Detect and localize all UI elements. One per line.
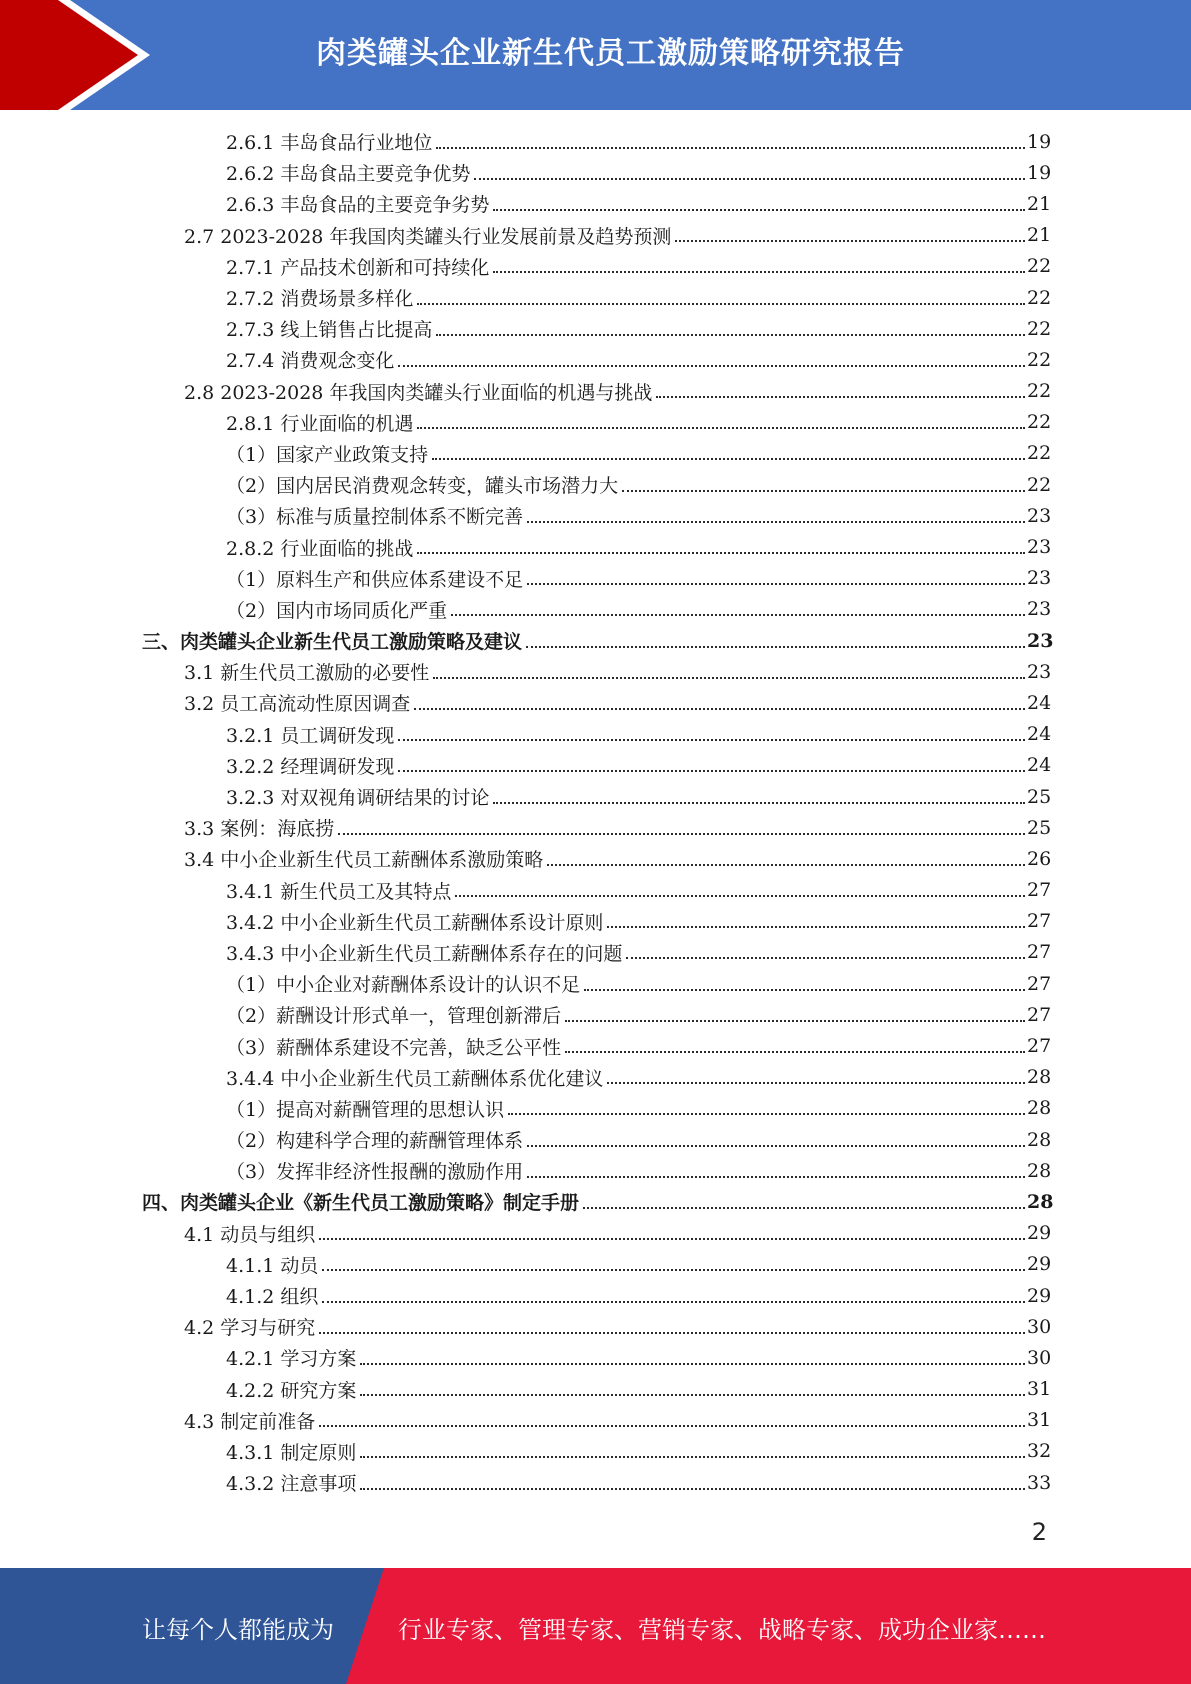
toc-dot-leader — [508, 1113, 1025, 1115]
toc-entry-title: 4.3 制定前准备 — [184, 1410, 316, 1433]
toc-dot-leader — [622, 490, 1025, 492]
toc-dot-leader — [656, 396, 1025, 398]
toc-entry[interactable] — [0, 1280, 1191, 1311]
toc-entry-page: 24 — [1027, 723, 1052, 746]
page-footer — [0, 1568, 1191, 1684]
toc-entry-page: 27 — [1027, 879, 1052, 902]
toc-entry-title: 4.2.1 学习方案 — [226, 1348, 357, 1371]
toc-entry-page: 23 — [1027, 598, 1052, 621]
toc-entry-title: 4.2 学习与研究 — [184, 1317, 316, 1340]
toc-dot-leader — [527, 521, 1025, 523]
toc-entry[interactable] — [0, 906, 1191, 937]
toc-entry-title: 4.2.2 研究方案 — [226, 1379, 357, 1402]
toc-entry-page: 27 — [1027, 1003, 1052, 1026]
toc-entry-page: 19 — [1027, 130, 1052, 153]
toc-entry-title: 3.2 员工高流动性原因调查 — [184, 693, 411, 716]
toc-entry-title: 2.7 2023-2028 年我国肉类罐头行业发展前景及趋势预测 — [184, 225, 672, 248]
toc-entry-title: 三、肉类罐头企业新生代员工激励策略及建议 — [142, 631, 523, 654]
toc-entry[interactable] — [0, 376, 1191, 407]
toc-entry-title: 3.2.1 员工调研发现 — [226, 724, 395, 747]
toc-entry-title: 2.6.3 丰岛食品的主要竞争劣势 — [226, 194, 490, 217]
toc-dot-leader — [675, 240, 1025, 242]
toc-entry-page: 21 — [1027, 192, 1052, 215]
toc-entry-page: 28 — [1027, 1066, 1052, 1089]
toc-entry-title: 2.7.3 线上销售占比提高 — [226, 319, 433, 342]
toc-entry-page: 28 — [1027, 1159, 1052, 1182]
toc-entry-page: 22 — [1027, 411, 1052, 434]
toc-entry-title: 2.8.1 行业面临的机遇 — [226, 412, 414, 435]
toc-entry-page: 29 — [1027, 1222, 1052, 1245]
toc-entry-title: （2）构建科学合理的薪酬管理体系 — [226, 1130, 524, 1153]
footer-roles: 行业专家、管理专家、营销专家、战略专家、成功企业家…… — [398, 1616, 1046, 1644]
toc-dot-leader — [583, 1207, 1025, 1209]
toc-entry[interactable] — [0, 1374, 1191, 1405]
toc-entry[interactable] — [0, 188, 1191, 219]
toc-entry[interactable] — [0, 750, 1191, 781]
toc-entry-title: （1）提高对薪酬管理的思想认识 — [226, 1098, 505, 1121]
toc-dot-leader — [607, 926, 1025, 928]
toc-dot-leader — [319, 1238, 1025, 1240]
toc-dot-leader — [432, 458, 1025, 460]
toc-entry-page: 23 — [1027, 567, 1052, 590]
toc-dot-leader — [451, 614, 1025, 616]
toc-entry[interactable] — [0, 843, 1191, 874]
toc-entry[interactable] — [0, 1030, 1191, 1061]
toc-entry-title: 3.3 案例：海底捞 — [184, 818, 335, 841]
toc-dot-leader — [455, 895, 1025, 897]
toc-entry-title: （3）标准与质量控制体系不断完善 — [226, 506, 524, 529]
toc-entry-page: 32 — [1027, 1440, 1052, 1463]
toc-entry-title: （2）国内居民消费观念转变，罐头市场潜力大 — [226, 475, 619, 498]
toc-entry[interactable] — [0, 438, 1191, 469]
toc-entry-page: 19 — [1027, 161, 1052, 184]
toc-dot-leader — [417, 303, 1025, 305]
toc-dot-leader — [360, 1394, 1025, 1396]
toc-entry[interactable] — [0, 1093, 1191, 1124]
toc-entry-title: （2）薪酬设计形式单一，管理创新滞后 — [226, 1005, 562, 1028]
toc-dot-leader — [319, 1332, 1025, 1334]
toc-entry[interactable] — [0, 1155, 1191, 1186]
toc-entry-page: 21 — [1027, 224, 1052, 247]
toc-entry-page: 28 — [1027, 1190, 1054, 1213]
toc-entry[interactable] — [0, 594, 1191, 625]
toc-entry-title: 4.1 动员与组织 — [184, 1223, 316, 1246]
toc-entry-title: 2.8 2023-2028 年我国肉类罐头行业面临的机遇与挑战 — [184, 381, 653, 404]
toc-dot-leader — [527, 1145, 1025, 1147]
toc-entry-page: 31 — [1027, 1378, 1052, 1401]
toc-entry[interactable] — [0, 656, 1191, 687]
toc-entry-title: （1）原料生产和供应体系建设不足 — [226, 568, 524, 591]
toc-entry[interactable] — [0, 625, 1191, 656]
toc-entry-title: （3）薪酬体系建设不完善，缺乏公平性 — [226, 1036, 562, 1059]
toc-dot-leader — [527, 1176, 1025, 1178]
toc-entry-page: 22 — [1027, 473, 1052, 496]
toc-entry-page: 23 — [1027, 504, 1052, 527]
toc-entry-page: 27 — [1027, 910, 1052, 933]
toc-entry-title: 2.7.4 消费观念变化 — [226, 350, 395, 373]
toc-dot-leader — [417, 427, 1025, 429]
toc-entry[interactable] — [0, 251, 1191, 282]
toc-entry[interactable] — [0, 1436, 1191, 1467]
header-title: 肉类罐头企业新生代员工激励策略研究报告 — [316, 36, 905, 71]
toc-entry-title: 4.3.2 注意事项 — [226, 1473, 357, 1496]
toc-entry-page: 22 — [1027, 286, 1052, 309]
toc-entry-title: 4.1.1 动员 — [226, 1254, 319, 1277]
toc-entry-page: 22 — [1027, 348, 1052, 371]
toc-entry[interactable] — [0, 1218, 1191, 1249]
toc-dot-leader — [565, 1051, 1025, 1053]
toc-dot-leader — [626, 957, 1025, 959]
toc-entry-title: 4.3.1 制定原则 — [226, 1441, 357, 1464]
toc-entry-title: （2）国内市场同质化严重 — [226, 599, 448, 622]
toc-dot-leader — [474, 178, 1025, 180]
toc-entry-page: 27 — [1027, 941, 1052, 964]
toc-dot-leader — [433, 677, 1025, 679]
toc-entry[interactable] — [0, 344, 1191, 375]
page-number: 2 — [1031, 1518, 1047, 1546]
toc-entry[interactable] — [0, 1311, 1191, 1342]
toc-entry-title: 3.4.1 新生代员工及其特点 — [226, 880, 452, 903]
toc-entry[interactable] — [0, 1186, 1191, 1217]
toc-dot-leader — [360, 1488, 1025, 1490]
toc-entry-page: 22 — [1027, 442, 1052, 465]
toc-dot-leader — [417, 552, 1025, 554]
toc-entry-title: 2.7.2 消费场景多样化 — [226, 288, 414, 311]
page-header — [0, 0, 1191, 110]
toc-entry-title: 3.4.4 中小企业新生代员工薪酬体系优化建议 — [226, 1067, 604, 1090]
footer-slogan: 让每个人都能成为 — [142, 1616, 334, 1644]
toc-entry-title: 四、肉类罐头企业《新生代员工激励策略》制定手册 — [142, 1192, 580, 1215]
toc-entry-title: 3.4.2 中小企业新生代员工薪酬体系设计原则 — [226, 911, 604, 934]
toc-dot-leader — [436, 147, 1025, 149]
toc-entry-title: 2.6.1 丰岛食品行业地位 — [226, 132, 433, 155]
toc-entry-title: 3.2.2 经理调研发现 — [226, 755, 395, 778]
toc-entry-page: 29 — [1027, 1253, 1052, 1276]
toc-entry-title: 3.1 新生代员工激励的必要性 — [184, 662, 430, 685]
toc-entry-title: 2.7.1 产品技术创新和可持续化 — [226, 256, 490, 279]
toc-entry-title: 3.4 中小企业新生代员工薪酬体系激励策略 — [184, 849, 544, 872]
toc-dot-leader — [360, 1456, 1025, 1458]
toc-entry[interactable] — [0, 999, 1191, 1030]
toc-entry-page: 28 — [1027, 1097, 1052, 1120]
toc-entry[interactable] — [0, 500, 1191, 531]
toc-dot-leader — [319, 1425, 1025, 1427]
toc-entry[interactable] — [0, 875, 1191, 906]
toc-entry[interactable] — [0, 1342, 1191, 1373]
toc-dot-leader — [338, 833, 1025, 835]
toc-entry-title: 2.8.2 行业面临的挑战 — [226, 537, 414, 560]
toc-entry-page: 22 — [1027, 380, 1052, 403]
toc-dot-leader — [322, 1269, 1025, 1271]
toc-entry[interactable] — [0, 1124, 1191, 1155]
toc-entry-page: 23 — [1027, 536, 1052, 559]
toc-entry[interactable] — [0, 220, 1191, 251]
toc-entry[interactable] — [0, 313, 1191, 344]
toc-dot-leader — [322, 1301, 1025, 1303]
toc-entry[interactable] — [0, 282, 1191, 313]
toc-dot-leader — [493, 271, 1025, 273]
toc-entry-page: 24 — [1027, 754, 1052, 777]
toc-entry[interactable] — [0, 719, 1191, 750]
toc-dot-leader — [398, 770, 1025, 772]
toc-entry-title: 2.6.2 丰岛食品主要竞争优势 — [226, 163, 471, 186]
toc-dot-leader — [527, 583, 1025, 585]
toc-entry[interactable] — [0, 687, 1191, 718]
toc-entry-title: 4.1.2 组织 — [226, 1286, 319, 1309]
toc-dot-leader — [360, 1363, 1025, 1365]
toc-entry-page: 25 — [1027, 785, 1052, 808]
toc-entry-page: 23 — [1027, 629, 1054, 652]
toc-entry-page: 24 — [1027, 691, 1052, 714]
toc-entry-page: 26 — [1027, 847, 1052, 870]
toc-entry-page: 25 — [1027, 816, 1052, 839]
toc-dot-leader — [547, 864, 1025, 866]
toc-dot-leader — [398, 739, 1025, 741]
toc-entry[interactable] — [0, 937, 1191, 968]
toc-entry[interactable] — [0, 812, 1191, 843]
toc-entry-page: 30 — [1027, 1346, 1052, 1369]
toc-entry-title: 3.2.3 对双视角调研结果的讨论 — [226, 787, 490, 810]
toc-entry-page: 27 — [1027, 1035, 1052, 1058]
toc-dot-leader — [414, 708, 1025, 710]
toc-entry[interactable] — [0, 126, 1191, 157]
toc-dot-leader — [526, 646, 1025, 648]
toc-entry[interactable] — [0, 469, 1191, 500]
toc-entry-title: （1）中小企业对薪酬体系设计的认识不足 — [226, 974, 581, 997]
toc-entry-page: 30 — [1027, 1315, 1052, 1338]
toc-entry[interactable] — [0, 407, 1191, 438]
toc-entry-title: （1）国家产业政策支持 — [226, 443, 429, 466]
toc-entry[interactable] — [0, 781, 1191, 812]
toc-dot-leader — [436, 334, 1025, 336]
toc-entry-page: 31 — [1027, 1409, 1052, 1432]
toc-entry-page: 29 — [1027, 1284, 1052, 1307]
toc-entry-title: 3.4.3 中小企业新生代员工薪酬体系存在的问题 — [226, 942, 623, 965]
toc-entry[interactable] — [0, 1467, 1191, 1498]
toc-entry[interactable] — [0, 563, 1191, 594]
toc-entry[interactable] — [0, 968, 1191, 999]
toc-dot-leader — [493, 802, 1025, 804]
toc-entry-page: 22 — [1027, 317, 1052, 340]
toc-entry[interactable] — [0, 531, 1191, 562]
toc-entry-page: 23 — [1027, 660, 1052, 683]
toc-dot-leader — [584, 989, 1025, 991]
toc-entry-page: 28 — [1027, 1128, 1052, 1151]
toc-entry-title: （3）发挥非经济性报酬的激励作用 — [226, 1161, 524, 1184]
toc-entry[interactable] — [0, 1249, 1191, 1280]
toc-dot-leader — [565, 1020, 1025, 1022]
toc-entry-page: 33 — [1027, 1471, 1052, 1494]
toc-entry[interactable] — [0, 1062, 1191, 1093]
toc-entry-page: 22 — [1027, 255, 1052, 278]
toc-entry-page: 27 — [1027, 972, 1052, 995]
toc-entry[interactable] — [0, 157, 1191, 188]
toc-dot-leader — [607, 1082, 1025, 1084]
toc-entry[interactable] — [0, 1405, 1191, 1436]
toc-dot-leader — [493, 209, 1025, 211]
toc-dot-leader — [398, 365, 1025, 367]
table-of-contents — [0, 126, 1191, 1498]
